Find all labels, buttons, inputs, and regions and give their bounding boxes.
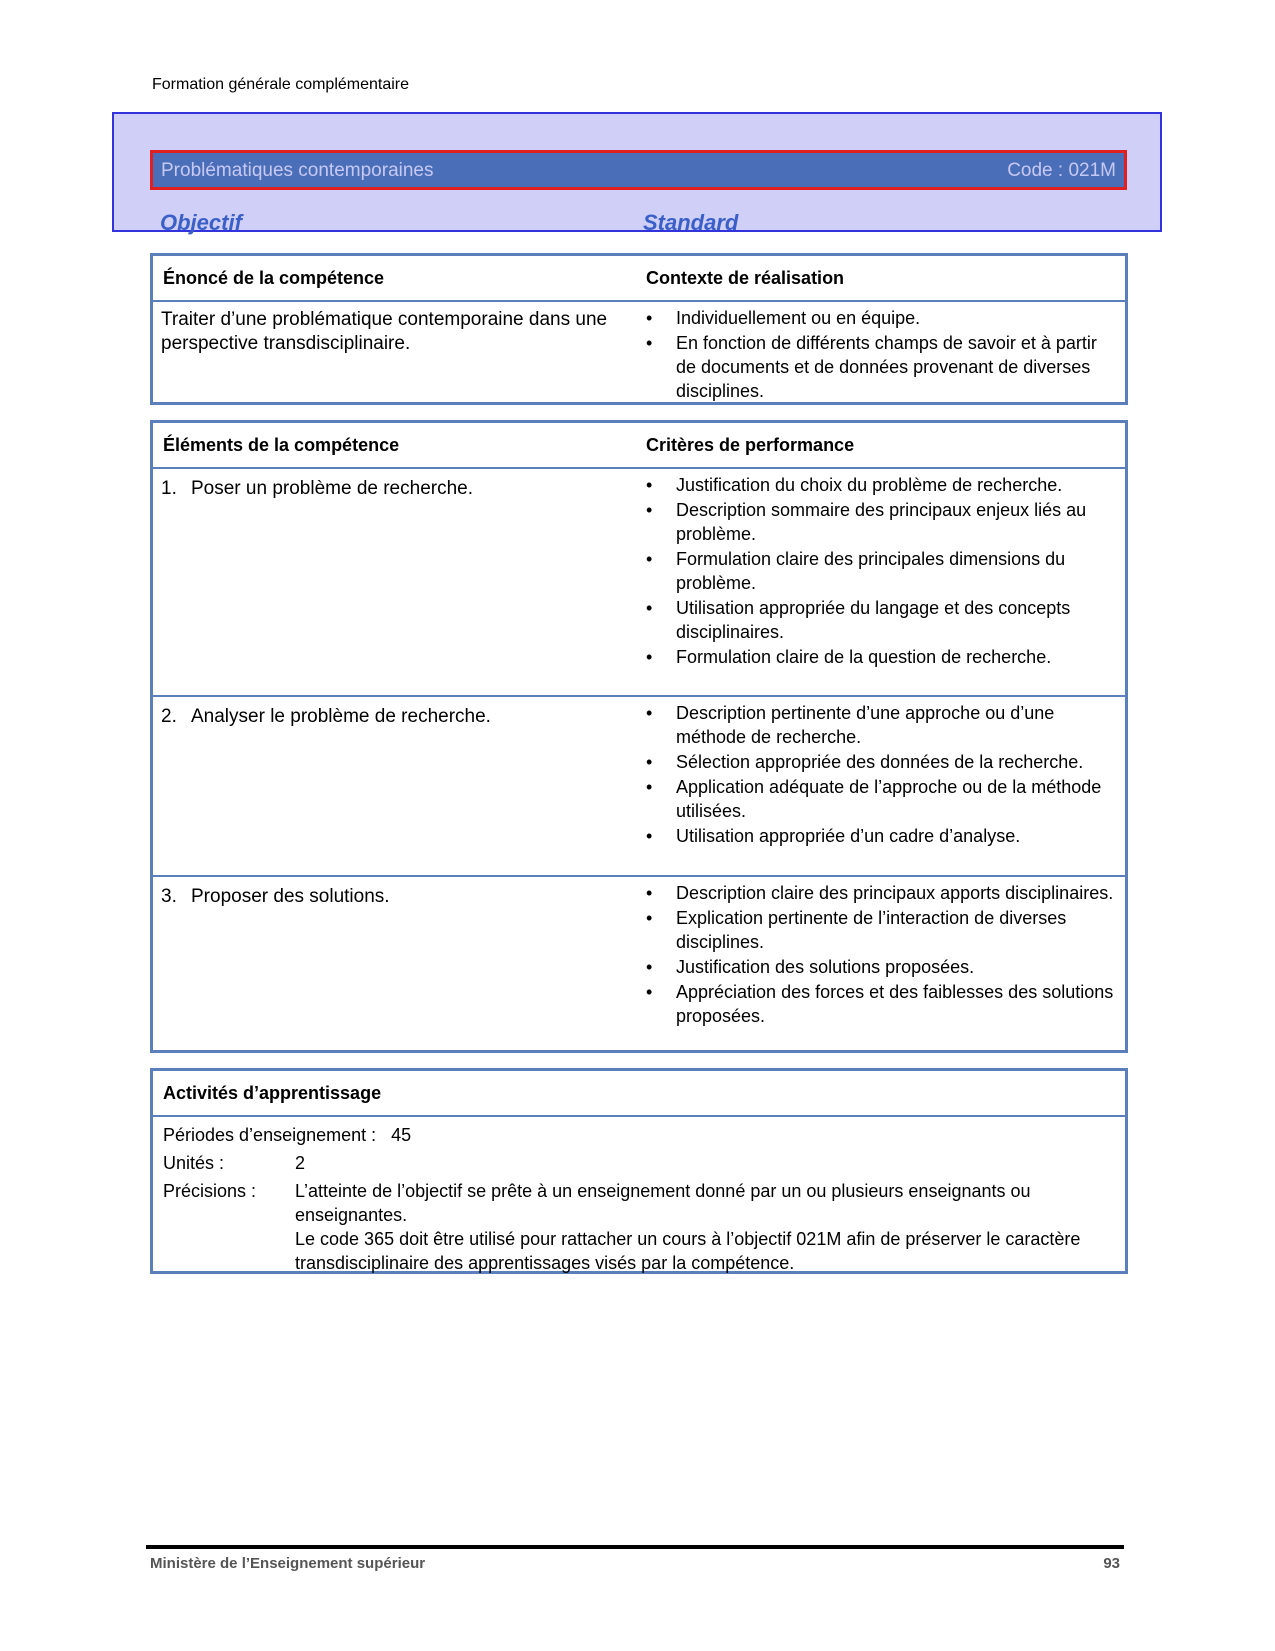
list-item: • Description sommaire des principaux enjeux liés au problème. xyxy=(646,498,1116,546)
periods-line: Périodes d’enseignement : 45 xyxy=(163,1125,412,1145)
element-row xyxy=(153,469,1125,697)
footer-rule xyxy=(146,1545,1124,1549)
details-paragraph: Le code 365 doit être utilisé pour rattacher un cours à l’objectif 021M afin de préserver le caractère transdisciplinaire des apprentissages visés par la compétence. xyxy=(295,1229,1081,1273)
list-item: • Description pertinente d’une approche ou d’une méthode de recherche. xyxy=(646,701,1116,749)
elements-box xyxy=(150,420,1128,1053)
competence-box-header xyxy=(153,256,1125,302)
details-label: Précisions : xyxy=(163,1181,257,1201)
page-number: 93 xyxy=(1103,1555,1120,1572)
list-item: • Formulation claire de la question de recherche. xyxy=(646,645,1116,669)
element-label: 3. Proposer des solutions. xyxy=(161,886,390,907)
list-item: • En fonction de différents champs de savoir et à partir de documents et de données provenant de diverses disciplines. xyxy=(646,331,1116,403)
footer-ministry: Ministère de l’Enseignement supérieur xyxy=(150,1555,426,1572)
competence-statement: Traiter d’une problématique contemporaine dans une perspective transdisciplinaire. xyxy=(161,309,608,354)
list-item: • Individuellement ou en équipe. xyxy=(646,306,1116,330)
list-item: • Formulation claire des principales dimensions du problème. xyxy=(646,547,1116,595)
context-header: Contexte de réalisation xyxy=(646,268,845,288)
list-item: • Appréciation des forces et des faiblesses des solutions proposées. xyxy=(646,980,1116,1028)
element-row xyxy=(153,877,1125,1055)
element-row xyxy=(153,697,1125,877)
competence-box xyxy=(150,253,1128,405)
course-title-bar xyxy=(150,150,1127,190)
list-item: • Utilisation appropriée du langage et des concepts disciplinaires. xyxy=(646,596,1116,644)
list-item: • Explication pertinente de l’interaction de diverses disciplines. xyxy=(646,906,1116,954)
list-item: • Justification des solutions proposées. xyxy=(646,955,1116,979)
criteria-list xyxy=(646,881,1116,1028)
criteria-list xyxy=(646,473,1116,669)
details-block xyxy=(163,1179,1113,1275)
details-paragraph: L’atteinte de l’objectif se prête à un enseignement donné par un ou plusieurs enseignants ou enseignantes. xyxy=(295,1181,1031,1225)
list-item: • Utilisation appropriée d’un cadre d’analyse. xyxy=(646,824,1116,848)
competence-row xyxy=(153,302,1125,404)
statement-header: Énoncé de la compétence xyxy=(163,268,385,288)
units-line: Unités : 2 xyxy=(163,1153,306,1173)
element-label: 1. Poser un problème de recherche. xyxy=(161,478,473,499)
activities-box xyxy=(150,1068,1128,1274)
list-item: • Sélection appropriée des données de la recherche. xyxy=(646,750,1116,774)
element-label: 2. Analyser le problème de recherche. xyxy=(161,706,491,727)
running-head: Formation générale complémentaire xyxy=(152,76,410,93)
activities-header: Activités d’apprentissage xyxy=(163,1083,382,1103)
elements-header: Éléments de la compétence xyxy=(163,435,400,455)
activities-box-header xyxy=(153,1071,1125,1117)
criteria-list xyxy=(646,701,1116,848)
context-list xyxy=(646,306,1116,403)
list-item: • Application adéquate de l’approche ou de la méthode utilisées. xyxy=(646,775,1116,823)
list-item: • Description claire des principaux apports disciplinaires. xyxy=(646,881,1116,905)
criteria-header: Critères de performance xyxy=(646,435,855,455)
standard-heading: Standard xyxy=(643,210,739,235)
objective-heading: Objectif xyxy=(160,210,242,235)
elements-box-header xyxy=(153,423,1125,469)
list-item: • Justification du choix du problème de recherche. xyxy=(646,473,1116,497)
course-title: Problématiques contemporaines xyxy=(161,160,434,181)
course-code: Code : 021M xyxy=(1007,160,1116,181)
